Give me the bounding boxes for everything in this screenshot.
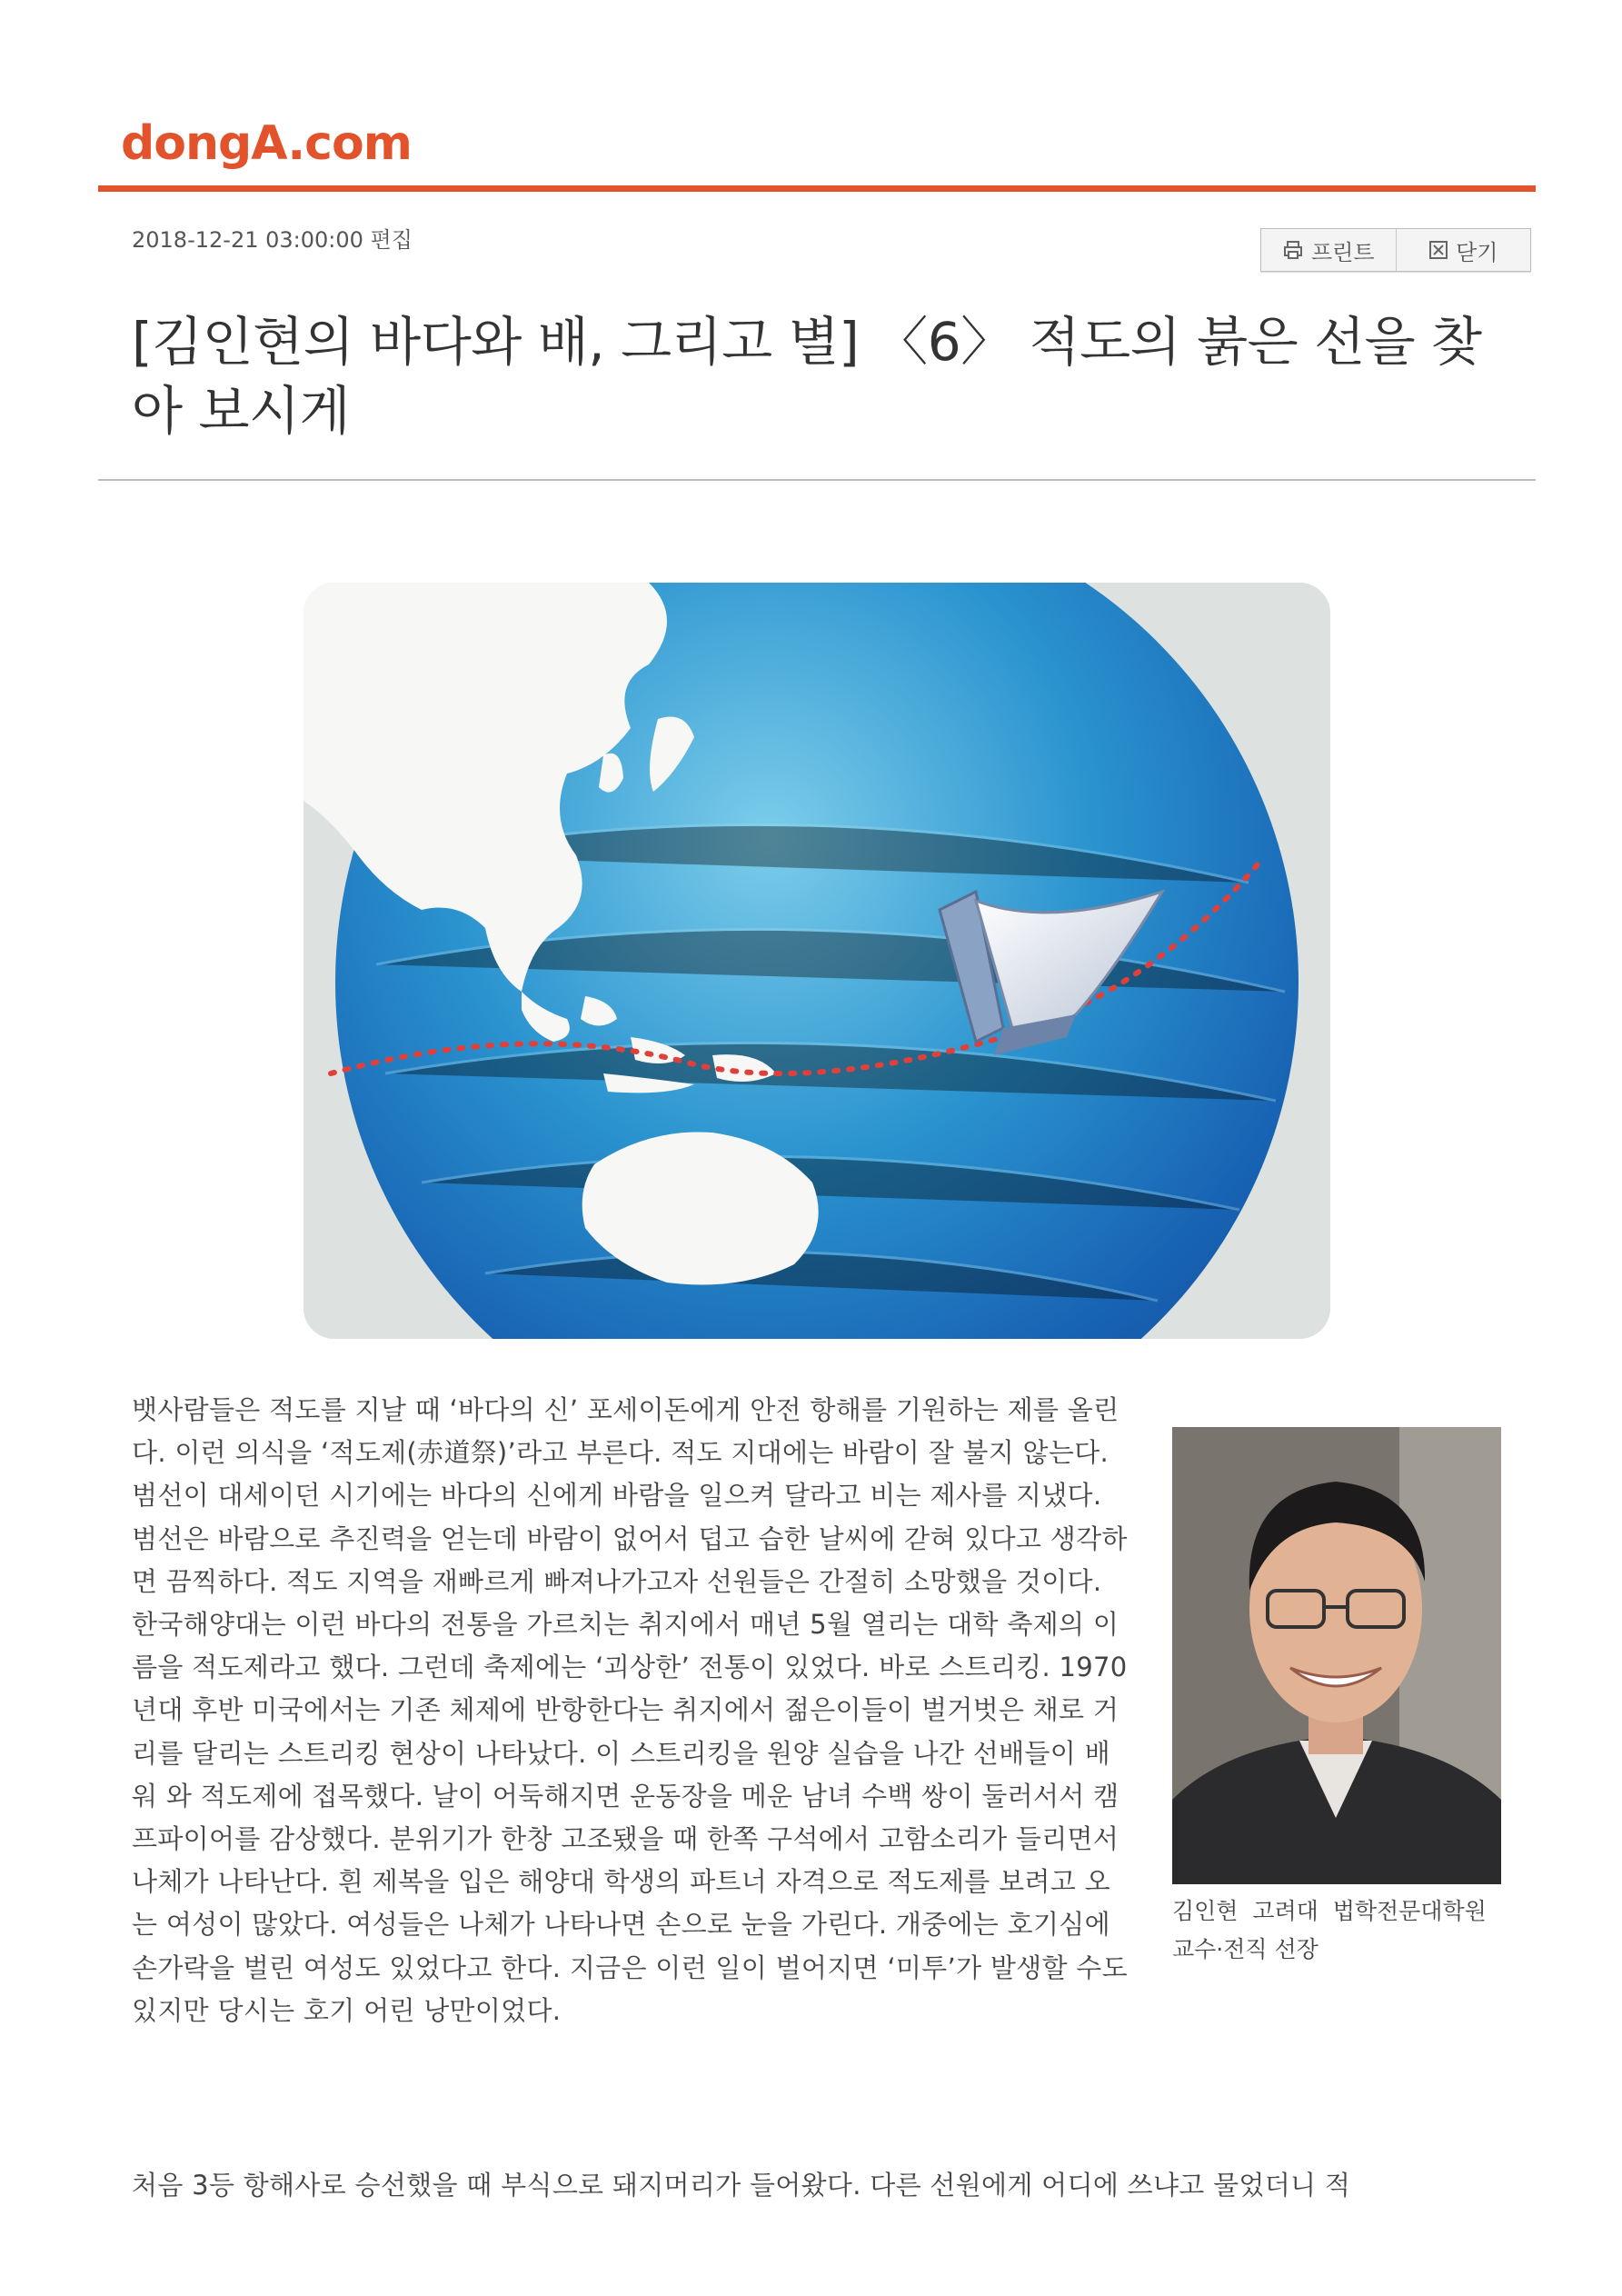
close-button[interactable] xyxy=(1396,229,1531,271)
dongA-logo[interactable]: dongA.com xyxy=(121,116,412,171)
paragraph: 처음 3등 항해사로 승선했을 때 부식으로 돼지머리가 들어왔다. 다른 선원에게 어디에 쓰냐고 물었더니 적 xyxy=(132,2170,1351,2201)
print-label: 프린트 xyxy=(1310,239,1375,265)
article-headline: [김인현의 바다와 배, 그리고 별] 〈6〉 적도의 붉은 선을 찾아 보시게 xyxy=(132,311,1482,442)
paragraph: 한국해양대는 이런 바다의 전통을 가르치는 취지에서 매년 5월 열리는 대학 축제의 이름을 적도제라고 했다. 그런데 축제에는 ‘괴상한’ 전통이 있었다. 바로 스트리킹. 1970년대 후반 미국에서는 기존 체제에 반항한다는 취지에서 젊은이들이 벌거벗은 채로 거리를 달리는 스트리킹 현상이 나타났다. 이 스트리킹을 원양 실습을 나간 선배들이 배워 와 적도제에 접목했다. 날이 어둑해지면 운동장을 메운 남녀 수백 쌍이 둘러서서 캠프파이어를 감상했다. 분위기가 한창 고조됐을 때 한쪽 구석에서 고함소리가 들리면서 나체가 나타난다. 흰 제복을 입은 해양대 학생의 파트너 자격으로 적도제를 보려고 오는 여성이 많았다. 여성들은 나체가 나타나면 손으로 눈을 가린다. 개중에는 호기심에 손가락을 벌린 여성도 있었다고 한다. 지금은 이런 일이 벌어지면 ‘미투’가 발생할 수도 있지만 당시는 호기 어린 낭만이었다. xyxy=(132,1609,1128,2026)
article-body xyxy=(132,1389,1131,2032)
author-portrait xyxy=(1172,1427,1501,1884)
globe-with-ship-illustration xyxy=(304,583,1330,1339)
author-caption xyxy=(1172,1892,1536,1969)
author-caption-line1: 김인현 고려대 법학전문대학원 xyxy=(1172,1898,1487,1924)
globe-illustration xyxy=(304,583,1330,1339)
close-box-icon xyxy=(1428,240,1448,260)
author-caption-line2: 교수·전직 선장 xyxy=(1172,1936,1318,1962)
headline-divider xyxy=(98,479,1536,481)
print-button[interactable] xyxy=(1261,229,1396,271)
article-toolbar xyxy=(1260,228,1531,272)
article-dateline: 2018-12-21 03:00:00 편집 xyxy=(132,227,413,253)
close-label: 닫기 xyxy=(1456,239,1498,265)
header-accent-bar xyxy=(98,185,1536,192)
print-icon xyxy=(1282,240,1304,260)
paragraph: 뱃사람들은 적도를 지날 때 ‘바다의 신’ 포세이돈에게 안전 항해를 기원하는 제를 올린다. 이런 의식을 ‘적도제(赤道祭)’라고 부른다. 적도 지대에는 바람이 잘 불지 않는다. 범선이 대세이던 시기에는 바다의 신에게 바람을 일으켜 달라고 비는 제사를 지냈다. 범선은 바람으로 추진력을 얻는데 바람이 없어서 덥고 습한 날씨에 갇혀 있다고 생각하면 끔찍하다. 적도 지역을 재빠르게 빠져나가고자 선원들은 간절히 소망했을 것이다. xyxy=(132,1394,1128,1597)
